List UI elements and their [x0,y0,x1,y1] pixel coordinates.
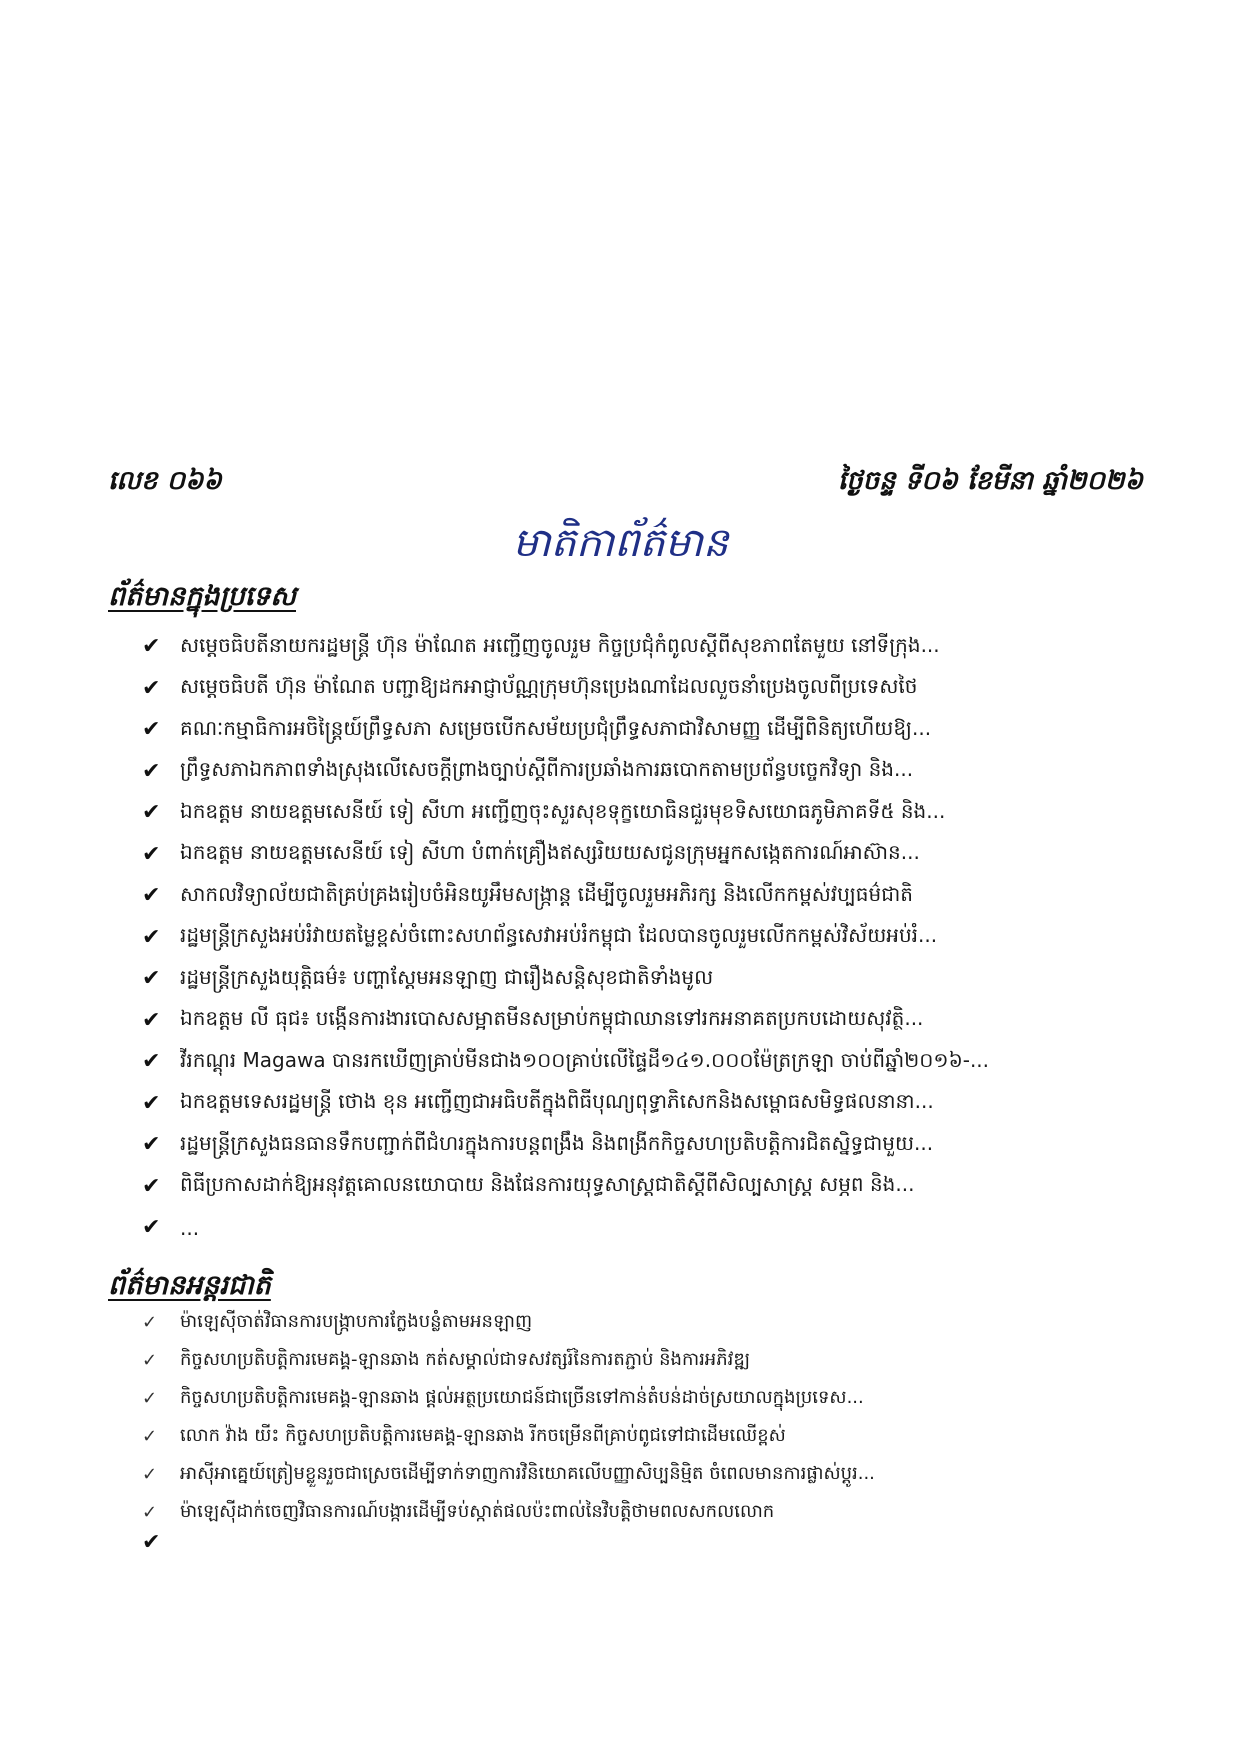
news-headline: ឯកឧត្តម នាយឧត្តមសេនីយ៍ ទៀ សីហា បំពាក់គ្រឿងឥស្សរិយយសជូនក្រុមអ្នកសង្កេតការណ៍អាស៊ាន... [180,840,920,865]
check-icon: ✔ [142,717,161,743]
section-heading-international: ព័ត៌មានអន្តរជាតិ [108,1270,271,1301]
check-icon: ✓ [142,1425,158,1447]
section-heading-national: ព័ត៌មានក្នុងប្រទេស [108,581,296,612]
check-icon: ✓ [142,1311,158,1333]
news-headline: សម្តេចធិបតីនាយករដ្ឋមន្ត្រី ហ៊ុន ម៉ាណែត អញ្ជើញចូលរួម កិច្ចប្រជុំកំពូលស្តីពីសុខភាពតែមួយ នៅទីក្រុង... [180,632,940,657]
check-icon: ✔ [142,841,161,867]
national-news-list [142,626,1152,1249]
list-item[interactable] [142,751,1152,793]
check-icon: ✔ [142,966,161,992]
list-item[interactable] [142,1124,1152,1166]
list-item[interactable] [142,834,1152,876]
list-item[interactable] [142,1303,1152,1341]
issue-number: លេខ ០៦៦ [108,466,222,496]
news-headline: ឯកឧត្តម នាយឧត្តមសេនីយ៍ ទៀ សីហា អញ្ជើញចុះសួរសុខទុក្ខយោធិនជួរមុខទិសយោធភូមិភាគទី៥ និង... [180,798,946,823]
news-headline: រដ្ឋមន្ត្រីក្រសួងធនធានទឹកបញ្ជាក់ពីជំហរក្នុងការបន្តពង្រឹង និងពង្រីកកិច្ចសហប្រតិបត្តិការជិតស្និទ្ធជាមួយ... [180,1130,934,1155]
issue-header [108,462,1143,504]
news-headline: ព្រឹទ្ធសភាឯកភាពទាំងស្រុងលើសេចក្តីព្រាងច្បាប់ស្តីពីការប្រឆាំងការឆបោកតាមប្រព័ន្ធបច្ចេកវិទ្យា និង... [180,757,914,782]
list-item[interactable] [142,1083,1152,1125]
check-icon: ✓ [142,1387,158,1409]
check-icon: ✔ [142,675,161,701]
news-headline: វីរកណ្ដុរ Magawa បានរកឃើញគ្រាប់មីនជាង១០០គ្រាប់លើផ្ទៃដី១៤១.០០០ម៉ែត្រក្រឡា ចាប់ពីឆ្នាំ២០១៦-... [180,1047,990,1072]
check-icon: ✓ [142,1349,158,1371]
check-icon: ✔ [142,883,161,909]
check-icon: ✔ [142,1007,161,1033]
list-item[interactable] [142,1166,1152,1208]
list-item[interactable] [142,626,1152,668]
international-news-list [142,1303,1152,1531]
news-headline: លោក វ៉ាង យីះ កិច្ចសហប្រតិបត្តិការមេគង្គ-ឡានឆាង រីកចម្រើនពីគ្រាប់ពូជទៅជាដើមឈើខ្ពស់ [180,1424,786,1446]
news-headline: រដ្ឋមន្ត្រីក្រសួងយុត្តិធម៌៖ បញ្ហាស្តែមអនឡាញ ជារឿងសន្តិសុខជាតិទាំងមូល [180,964,714,989]
list-item[interactable] [142,1379,1152,1417]
news-headline: សម្ដេចធិបតី ហ៊ុន ម៉ាណែត បញ្ជាឱ្យដកអាជ្ញាប័ណ្ណក្រុមហ៊ុនប្រេងណាដែលលួចនាំប្រេងចូលពីប្រទេសថៃ [180,674,918,699]
list-item[interactable] [142,1000,1152,1042]
check-icon: ✔ [142,800,161,826]
news-headline: រដ្ឋមន្ត្រីក្រសួងអប់រំវាយតម្លៃខ្ពស់ចំពោះសហព័ន្ធសេវាអប់រំកម្ពុជា ដែលបានចូលរួមលើកកម្ពស់វិស័យអប់រំ... [180,923,938,948]
news-headline: ឯកឧត្តម លី ធុជ៖ បង្កើនការងារបោសសម្អាតមីនសម្រាប់កម្ពុជាឈានទៅរកអនាគតប្រកបដោយសុវត្ថិ... [180,1006,924,1031]
check-icon: ✔ [142,758,161,784]
list-item[interactable] [142,1207,1152,1249]
check-icon: ✔ [142,1530,161,1555]
list-item[interactable] [142,668,1152,710]
list-item[interactable] [142,1417,1152,1455]
list-item[interactable] [142,958,1152,1000]
check-icon: ✔ [142,1173,161,1199]
check-icon: ✔ [142,1132,161,1158]
check-icon: ✓ [142,1463,158,1485]
list-item[interactable] [142,709,1152,751]
list-item[interactable] [142,1041,1152,1083]
news-headline: ម៉ាឡេស៊ីចាត់វិធានការបង្រ្កាបការក្លែងបន្លំតាមអនឡាញ [180,1310,533,1332]
list-item[interactable] [142,917,1152,959]
news-headline: ម៉ាឡេស៊ីដាក់ចេញវិធានការណ៍បង្ការដើម្បីទប់ស្កាត់ផលប៉ះពាល់នៃវិបត្តិថាមពលសកលលោក [180,1500,775,1522]
list-item[interactable] [142,1341,1152,1379]
list-item[interactable] [142,1493,1152,1531]
issue-date: ថ្ងៃចន្ទ ទី០៦ ខែមីនា ឆ្នាំ២០២៦ [837,466,1143,496]
list-item[interactable] [142,875,1152,917]
check-icon: ✔ [142,1090,161,1116]
check-icon: ✔ [142,1215,161,1241]
news-headline: សាកលវិទ្យាល័យជាតិគ្រប់គ្រងរៀបចំអិនយូអឹមសង្ក្រាន្ត ដើម្បីចូលរួមអភិរក្ស និងលើកកម្ពស់វប្បធម៌ជាតិ [180,881,913,906]
check-icon: ✓ [142,1501,158,1523]
news-headline: ពិធីប្រកាសដាក់ឱ្យអនុវត្តគោលនយោបាយ និងផែនការយុទ្ធសាស្ត្រជាតិស្តីពីសិល្បសាស្ត្រ សម្ភព និង... [180,1172,915,1197]
news-headline: កិច្ចសហប្រតិបត្តិការមេគង្គ-ឡានឆាង កត់សម្គាល់ជាទសវត្សរ៍នៃការតភ្ជាប់ និងការអភិវឌ្ឍ [180,1348,751,1370]
news-headline: អាស៊ីអាគ្នេយ៍ត្រៀមខ្លួនរួចជាស្រេចដើម្បីទាក់ទាញការវិនិយោគលើបញ្ញាសិប្បនិម្មិត ចំពេលមានការផ្លាស់ប្តូរ... [180,1462,875,1484]
list-item[interactable] [142,792,1152,834]
news-headline: ... [180,1215,200,1240]
check-icon: ✔ [142,634,161,660]
check-icon: ✔ [142,924,161,950]
news-headline: កិច្ចសហប្រតិបត្តិការមេគង្គ-ឡានឆាង ផ្តល់អត្ថប្រយោជន៍ជាច្រើនទៅកាន់តំបន់ដាច់ស្រយាលក្នុងប្រទេស... [180,1386,864,1408]
page-title: មាតិកាព័ត៌មាន [512,520,729,566]
check-icon: ✔ [142,1049,161,1075]
news-headline: ឯកឧត្តមទេសរដ្ឋមន្ត្រី ថោង ខុន អញ្ជើញជាអធិបតីក្នុងពិធីបុណ្យពុទ្ធាភិសេកនិងសម្ពោធសមិទ្ធផលនានា... [180,1089,934,1114]
news-headline: គណៈកម្មាធិការអចិន្ត្រៃយ៍ព្រឹទ្ធសភា សម្រេចបើកសម័យប្រជុំព្រឹទ្ធសភាជាវិសាមញ្ញ ដើម្បីពិនិត្យហើយឱ្យ... [180,715,932,740]
list-item[interactable] [142,1455,1152,1493]
